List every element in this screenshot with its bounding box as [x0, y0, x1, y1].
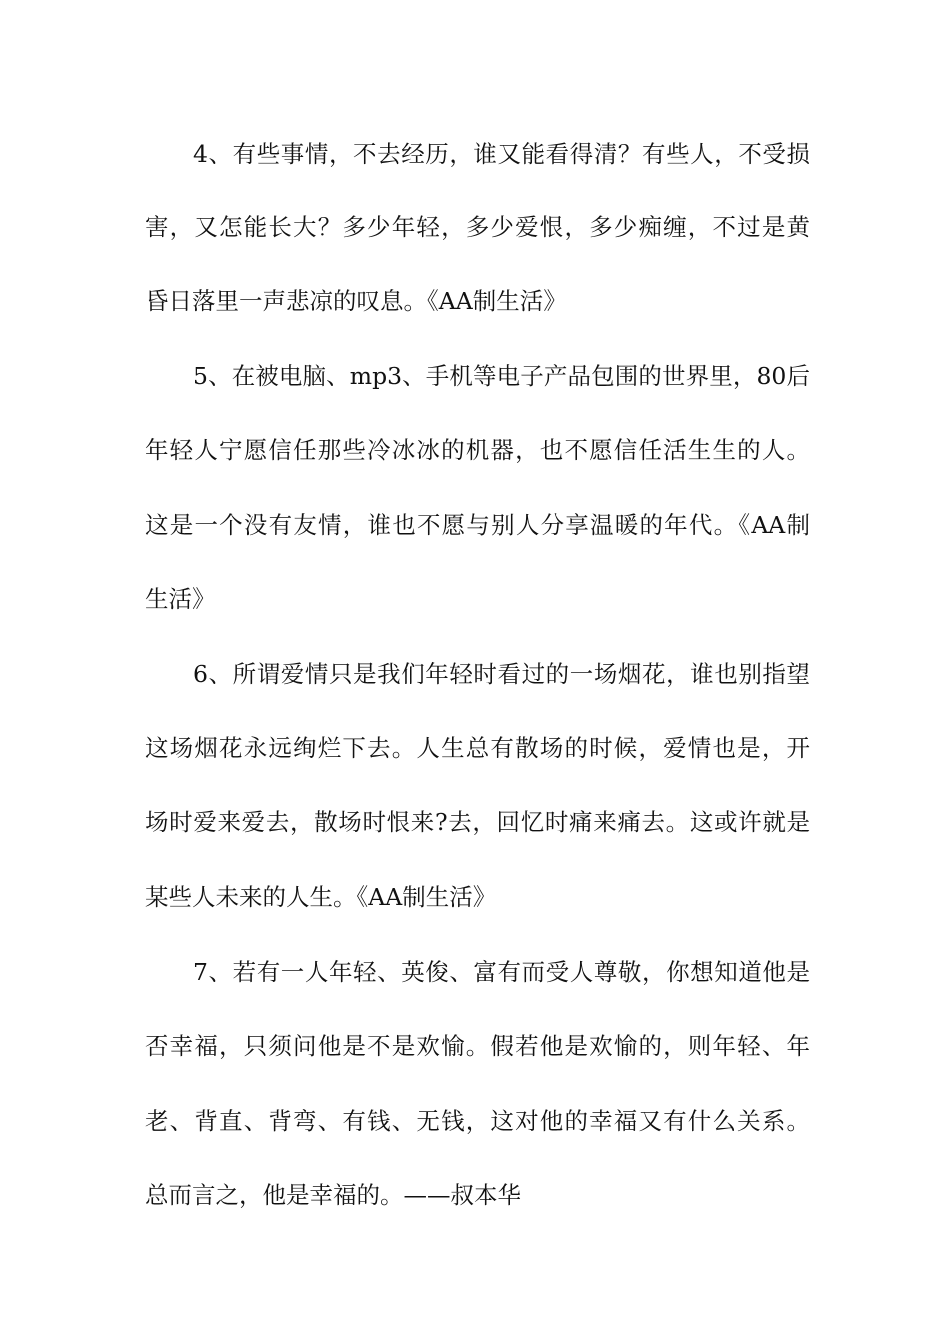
paragraph-5-line-3: 这是一个没有友情，谁也不愿与别人分享温暖的年代。《AA制 — [145, 511, 810, 539]
paragraph-7-line-1: 7、若有一人年轻、英俊、富有而受人尊敬，你想知道他是 — [193, 958, 810, 986]
paragraph-5-line-1: 5、在被电脑、mp3、手机等电子产品包围的世界里，80后 — [193, 362, 810, 390]
paragraph-5-line-4: 生活》 — [145, 585, 216, 613]
paragraph-6-line-1: 6、所谓爱情只是我们年轻时看过的一场烟花，谁也别指望 — [193, 660, 810, 688]
paragraph-4-line-1: 4、有些事情，不去经历，谁又能看得清？有些人，不受损 — [193, 140, 810, 168]
paragraph-5-line-2: 年轻人宁愿信任那些冷冰冰的机器，也不愿信任活生生的人。 — [145, 436, 810, 464]
paragraph-7-line-3: 老、背直、背弯、有钱、无钱，这对他的幸福又有什么关系。 — [145, 1107, 810, 1135]
paragraph-6-line-4: 某些人未来的人生。《AA制生活》 — [145, 883, 497, 911]
paragraph-7-line-2: 否幸福，只须问他是不是欢愉。假若他是欢愉的，则年轻、年 — [145, 1032, 810, 1060]
paragraph-6-line-2: 这场烟花永远绚烂下去。人生总有散场的时候，爱情也是，开 — [145, 734, 810, 762]
paragraph-4-line-3: 昏日落里一声悲凉的叹息。《AA制生活》 — [145, 287, 567, 315]
paragraph-7-line-4: 总而言之，他是幸福的。——叔本华 — [145, 1181, 521, 1209]
paragraph-4-line-2: 害，又怎能长大？多少年轻，多少爱恨，多少痴缠，不过是黄 — [145, 213, 810, 241]
paragraph-6-line-3: 场时爱来爱去，散场时恨来?去，回忆时痛来痛去。这或许就是 — [145, 808, 810, 836]
